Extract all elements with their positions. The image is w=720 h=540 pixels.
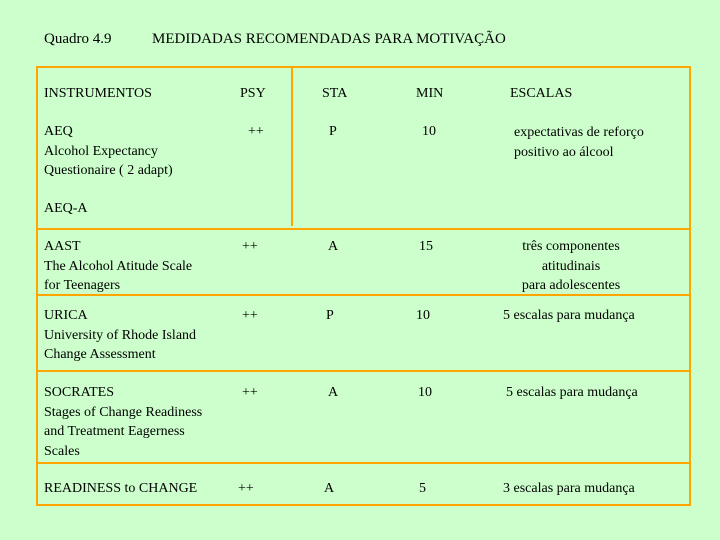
page-title: MEDIDADAS RECOMENDADAS PARA MOTIVAÇÃO [152,31,506,47]
sta-cell: P [326,308,334,323]
sta-cell: A [328,385,339,400]
min-cell: 10 [418,385,432,400]
psy-cell: ++ [242,385,258,400]
psy-cell: ++ [238,481,254,496]
instrument-cell: AEQ Alcohol Expectancy Questionaire ( 2 adapt) [44,124,173,178]
min-cell: 5 [419,481,426,496]
instrument-cell: SOCRATES Stages of Change Readiness and Treatment Eagerness Scales [44,385,203,459]
instrument-cell: READINESS to CHANGE [44,481,198,496]
psy-cell: ++ [248,124,264,139]
escalas-cell: 5 escalas para mudança [506,385,638,400]
header-min: MIN [416,86,444,101]
psy-cell: ++ [242,308,258,323]
table-number: Quadro 4.9 [44,31,112,47]
min-cell: 15 [419,239,433,254]
instrument-cell: AEQ-A [44,201,88,216]
escalas-cell: expectativas de reforço positivo ao álcool [514,125,644,160]
sta-cell: A [324,481,335,496]
min-cell: 10 [416,308,430,323]
min-cell: 10 [422,124,436,139]
escalas-cell: 5 escalas para mudança [503,308,635,323]
escalas-cell: três componentes atitudinais para adolescentes [521,239,621,293]
header-psy: PSY [240,86,266,101]
escalas-cell: 3 escalas para mudança [503,481,635,496]
sta-cell: P [329,124,337,139]
sta-cell: A [328,239,339,254]
header-escalas: ESCALAS [510,86,573,101]
psy-cell: ++ [242,239,258,254]
instrument-cell: AAST The Alcohol Atitude Scale for Teenagers [44,239,193,293]
header-instrumentos: INSTRUMENTOS [44,86,152,101]
header-sta: STA [322,86,348,101]
instrument-cell: URICA University of Rhode Island Change Assessment [44,308,197,362]
